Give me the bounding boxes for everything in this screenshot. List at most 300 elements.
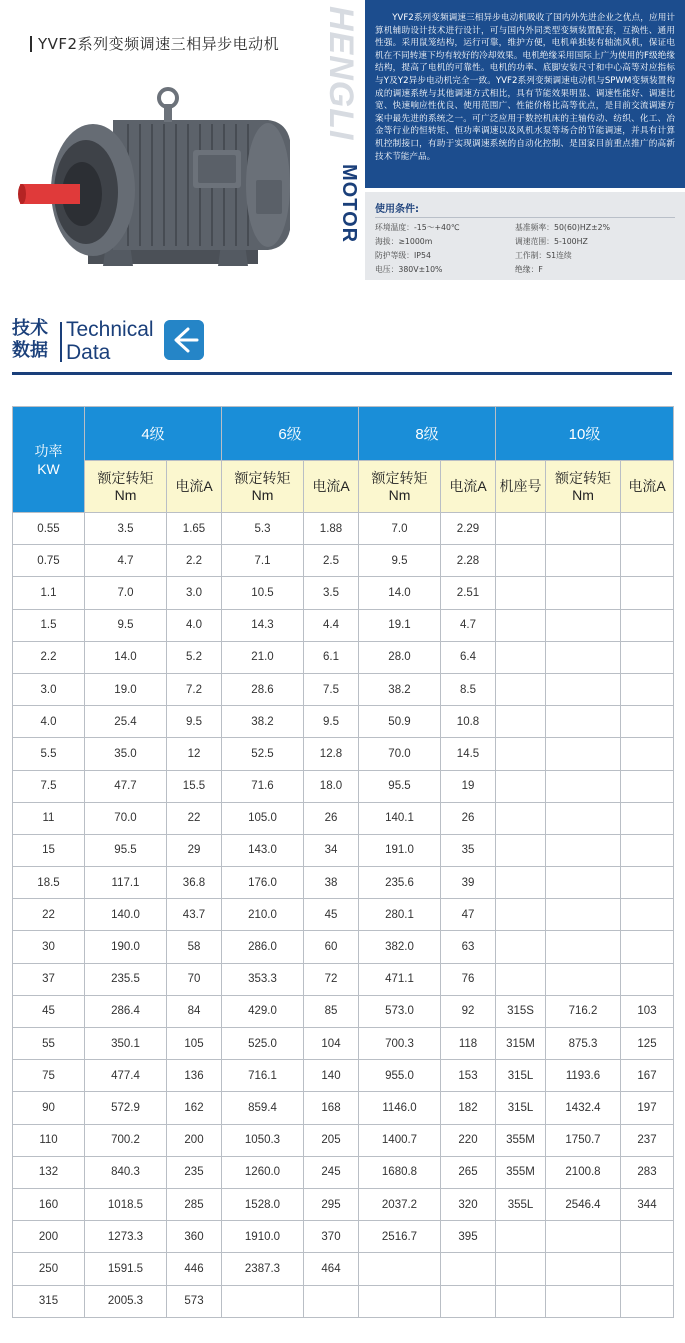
- table-cell: 10.8: [441, 706, 496, 738]
- table-cell: 10.5: [222, 577, 304, 609]
- table-cell: 191.0: [359, 834, 441, 866]
- table-row: [13, 802, 674, 834]
- tech-heading-en-line2: Data: [66, 341, 111, 364]
- table-cell: 355M: [496, 1124, 546, 1156]
- group-header-8: 8级: [359, 407, 496, 461]
- power-cell: 0.75: [13, 545, 85, 577]
- conditions-divider: [375, 217, 675, 218]
- technical-data-heading: [12, 316, 672, 376]
- table-cell: [546, 738, 621, 770]
- tech-heading-zh-line2: 数据: [12, 340, 48, 361]
- motor-image: [18, 80, 308, 280]
- table-cell: 14.3: [222, 609, 304, 641]
- table-cell: 280.1: [359, 899, 441, 931]
- table-cell: 7.2: [167, 673, 222, 705]
- table-cell: [546, 1285, 621, 1317]
- tech-heading-underline: [12, 372, 672, 375]
- table-cell: 140: [304, 1060, 359, 1092]
- table-cell: [546, 545, 621, 577]
- table-cell: 429.0: [222, 995, 304, 1027]
- table-cell: 7.1: [222, 545, 304, 577]
- table-cell: 1910.0: [222, 1221, 304, 1253]
- power-cell: 2.2: [13, 641, 85, 673]
- table-cell: [496, 867, 546, 899]
- table-row: [13, 867, 674, 899]
- table-cell: 12: [167, 738, 222, 770]
- table-cell: 700.3: [359, 1028, 441, 1060]
- table-cell: 50.9: [359, 706, 441, 738]
- power-cell: 90: [13, 1092, 85, 1124]
- table-cell: 9.5: [85, 609, 167, 641]
- table-cell: [496, 1253, 546, 1285]
- table-cell: [546, 802, 621, 834]
- table-cell: [496, 706, 546, 738]
- conditions-panel: [365, 192, 685, 280]
- table-cell: [621, 899, 674, 931]
- table-row: [13, 1092, 674, 1124]
- table-cell: 471.1: [359, 963, 441, 995]
- table-cell: 176.0: [222, 867, 304, 899]
- table-cell: 153: [441, 1060, 496, 1092]
- table-cell: 6.4: [441, 641, 496, 673]
- table-cell: 8.5: [441, 673, 496, 705]
- table-cell: 47.7: [85, 770, 167, 802]
- brand-motor: MOTOR: [338, 164, 360, 244]
- table-cell: [496, 1221, 546, 1253]
- table-cell: 197: [621, 1092, 674, 1124]
- table-row: [13, 545, 674, 577]
- power-cell: 5.5: [13, 738, 85, 770]
- table-cell: 477.4: [85, 1060, 167, 1092]
- table-cell: 2516.7: [359, 1221, 441, 1253]
- table-cell: 19.0: [85, 673, 167, 705]
- power-cell: 15: [13, 834, 85, 866]
- table-cell: 95.5: [85, 834, 167, 866]
- table-cell: 162: [167, 1092, 222, 1124]
- table-row: [13, 1221, 674, 1253]
- condition-item: 海拔：≥1000m: [375, 237, 433, 246]
- sub-header-torque: 额定转矩 Nm: [222, 461, 304, 513]
- table-cell: [621, 641, 674, 673]
- table-cell: 168: [304, 1092, 359, 1124]
- table-cell: 35: [441, 834, 496, 866]
- table-cell: 382.0: [359, 931, 441, 963]
- sub-header-torque: 额定转矩 Nm: [359, 461, 441, 513]
- table-cell: [621, 545, 674, 577]
- table-cell: [222, 1285, 304, 1317]
- table-cell: 12.8: [304, 738, 359, 770]
- table-cell: 350.1: [85, 1028, 167, 1060]
- table-cell: 2005.3: [85, 1285, 167, 1317]
- table-row: [13, 931, 674, 963]
- conditions-list: [375, 222, 675, 275]
- table-cell: [546, 609, 621, 641]
- table-cell: [621, 1253, 674, 1285]
- table-cell: 2100.8: [546, 1156, 621, 1188]
- table-cell: 143.0: [222, 834, 304, 866]
- table-cell: [546, 1221, 621, 1253]
- table-cell: [621, 963, 674, 995]
- table-cell: [496, 802, 546, 834]
- table-cell: 446: [167, 1253, 222, 1285]
- table-cell: [441, 1253, 496, 1285]
- table-row: [13, 1253, 674, 1285]
- table-cell: 2037.2: [359, 1188, 441, 1220]
- table-cell: [546, 673, 621, 705]
- table-row: [13, 1060, 674, 1092]
- table-cell: 315L: [496, 1060, 546, 1092]
- table-cell: [546, 931, 621, 963]
- table-cell: 2546.4: [546, 1188, 621, 1220]
- table-cell: [621, 867, 674, 899]
- table-cell: 3.5: [304, 577, 359, 609]
- table-cell: 36.8: [167, 867, 222, 899]
- group-header-4: 4级: [85, 407, 222, 461]
- table-cell: 320: [441, 1188, 496, 1220]
- table-row: [13, 706, 674, 738]
- table-cell: 18.0: [304, 770, 359, 802]
- table-row: [13, 1285, 674, 1317]
- table-cell: [546, 963, 621, 995]
- table-cell: 353.3: [222, 963, 304, 995]
- table-row: [13, 738, 674, 770]
- condition-item: 电压：380V±10%: [375, 265, 443, 274]
- table-cell: 104: [304, 1028, 359, 1060]
- table-cell: 210.0: [222, 899, 304, 931]
- table-cell: 525.0: [222, 1028, 304, 1060]
- table-cell: 3.5: [85, 513, 167, 545]
- table-cell: 464: [304, 1253, 359, 1285]
- table-cell: 71.6: [222, 770, 304, 802]
- table-cell: [546, 577, 621, 609]
- table-cell: [496, 899, 546, 931]
- table-cell: 355M: [496, 1156, 546, 1188]
- condition-item: 绝缘：F: [515, 265, 543, 274]
- table-cell: 21.0: [222, 641, 304, 673]
- power-cell: 110: [13, 1124, 85, 1156]
- table-cell: [496, 577, 546, 609]
- table-cell: 1260.0: [222, 1156, 304, 1188]
- sub-header-torque: 额定转矩 Nm: [85, 461, 167, 513]
- power-cell: 18.5: [13, 867, 85, 899]
- table-cell: 103: [621, 995, 674, 1027]
- table-cell: 859.4: [222, 1092, 304, 1124]
- table-cell: 1273.3: [85, 1221, 167, 1253]
- table-cell: 47: [441, 899, 496, 931]
- table-cell: 39: [441, 867, 496, 899]
- sub-header-current: 电流A: [621, 461, 674, 513]
- condition-item: 工作制：S1连续: [515, 251, 572, 260]
- table-cell: 370: [304, 1221, 359, 1253]
- table-cell: [496, 545, 546, 577]
- table-cell: 63: [441, 931, 496, 963]
- power-cell: 37: [13, 963, 85, 995]
- table-cell: 190.0: [85, 931, 167, 963]
- table-cell: 286.0: [222, 931, 304, 963]
- table-cell: 85: [304, 995, 359, 1027]
- table-cell: 2.51: [441, 577, 496, 609]
- table-cell: 7.0: [359, 513, 441, 545]
- table-cell: 573: [167, 1285, 222, 1317]
- technical-data-table: [12, 406, 674, 1318]
- table-cell: [546, 513, 621, 545]
- table-cell: 117.1: [85, 867, 167, 899]
- table-cell: 1018.5: [85, 1188, 167, 1220]
- table-cell: 265: [441, 1156, 496, 1188]
- table-cell: 7.5: [304, 673, 359, 705]
- table-cell: [496, 770, 546, 802]
- power-header-label: 功率 KW: [34, 442, 63, 477]
- product-title: YVF2系列变频调速三相异步电动机: [30, 36, 279, 52]
- table-row: [13, 673, 674, 705]
- table-cell: 344: [621, 1188, 674, 1220]
- power-cell: 7.5: [13, 770, 85, 802]
- table-row: [13, 770, 674, 802]
- table-cell: [621, 1285, 674, 1317]
- arrow-left-icon: [164, 320, 204, 360]
- table-cell: 2.29: [441, 513, 496, 545]
- table-cell: [621, 706, 674, 738]
- table-cell: 283: [621, 1156, 674, 1188]
- sub-header-current: 电流A: [167, 461, 222, 513]
- table-cell: 4.4: [304, 609, 359, 641]
- power-cell: 11: [13, 802, 85, 834]
- table-cell: [496, 609, 546, 641]
- tech-heading-zh-line1: 技术: [12, 318, 48, 339]
- table-cell: [546, 1253, 621, 1285]
- table-cell: [621, 770, 674, 802]
- table-cell: 1750.7: [546, 1124, 621, 1156]
- sub-header-frame: 机座号: [496, 461, 546, 513]
- table-cell: 220: [441, 1124, 496, 1156]
- table-cell: [621, 609, 674, 641]
- table-cell: 52.5: [222, 738, 304, 770]
- table-cell: 315S: [496, 995, 546, 1027]
- table-cell: 38: [304, 867, 359, 899]
- table-cell: 14.5: [441, 738, 496, 770]
- sub-header-current: 电流A: [441, 461, 496, 513]
- table-cell: 1432.4: [546, 1092, 621, 1124]
- table-cell: 237: [621, 1124, 674, 1156]
- table-cell: [546, 641, 621, 673]
- power-cell: 250: [13, 1253, 85, 1285]
- table-cell: 4.0: [167, 609, 222, 641]
- power-cell: 3.0: [13, 673, 85, 705]
- table-row: [13, 1028, 674, 1060]
- table-row: [13, 513, 674, 545]
- table-cell: 182: [441, 1092, 496, 1124]
- tech-heading-en: [66, 318, 154, 364]
- table-row: [13, 641, 674, 673]
- table-cell: 1591.5: [85, 1253, 167, 1285]
- tech-heading-separator: [60, 322, 62, 362]
- table-cell: [546, 867, 621, 899]
- table-cell: 28.6: [222, 673, 304, 705]
- table-cell: 700.2: [85, 1124, 167, 1156]
- table-cell: 235.6: [359, 867, 441, 899]
- table-cell: [496, 1285, 546, 1317]
- table-cell: 15.5: [167, 770, 222, 802]
- table-row: [13, 963, 674, 995]
- table-cell: 60: [304, 931, 359, 963]
- table-cell: [359, 1285, 441, 1317]
- table-cell: 43.7: [167, 899, 222, 931]
- table-cell: 1400.7: [359, 1124, 441, 1156]
- table-cell: [546, 770, 621, 802]
- table-cell: [546, 706, 621, 738]
- table-cell: 45: [304, 899, 359, 931]
- table-cell: [496, 738, 546, 770]
- power-cell: 22: [13, 899, 85, 931]
- table-cell: 92: [441, 995, 496, 1027]
- table-cell: 360: [167, 1221, 222, 1253]
- table-cell: 2.5: [304, 545, 359, 577]
- table-cell: 7.0: [85, 577, 167, 609]
- table-row: [13, 609, 674, 641]
- table-cell: 3.0: [167, 577, 222, 609]
- table-cell: 105: [167, 1028, 222, 1060]
- table-cell: 26: [304, 802, 359, 834]
- table-cell: 25.4: [85, 706, 167, 738]
- table-cell: 140.0: [85, 899, 167, 931]
- table-row: [13, 1188, 674, 1220]
- table-cell: 5.3: [222, 513, 304, 545]
- table-cell: [496, 963, 546, 995]
- table-cell: 9.5: [304, 706, 359, 738]
- table-cell: 285: [167, 1188, 222, 1220]
- table-cell: 1.88: [304, 513, 359, 545]
- table-cell: 38.2: [222, 706, 304, 738]
- table-cell: [621, 673, 674, 705]
- table-group-header: [13, 407, 674, 461]
- table-row: [13, 834, 674, 866]
- table-cell: 118: [441, 1028, 496, 1060]
- power-cell: 75: [13, 1060, 85, 1092]
- power-cell: 200: [13, 1221, 85, 1253]
- table-cell: 70.0: [85, 802, 167, 834]
- table-cell: 355L: [496, 1188, 546, 1220]
- table-cell: 572.9: [85, 1092, 167, 1124]
- power-cell: 45: [13, 995, 85, 1027]
- table-cell: 72: [304, 963, 359, 995]
- table-cell: 1050.3: [222, 1124, 304, 1156]
- sub-header-current: 电流A: [304, 461, 359, 513]
- sub-header-torque: 额定转矩 Nm: [546, 461, 621, 513]
- group-header-10: 10级: [496, 407, 674, 461]
- table-cell: 573.0: [359, 995, 441, 1027]
- table-cell: 19.1: [359, 609, 441, 641]
- table-cell: 14.0: [359, 577, 441, 609]
- table-cell: [546, 899, 621, 931]
- table-cell: [621, 834, 674, 866]
- table-cell: 2387.3: [222, 1253, 304, 1285]
- power-cell: 315: [13, 1285, 85, 1317]
- table-cell: 875.3: [546, 1028, 621, 1060]
- power-cell: 30: [13, 931, 85, 963]
- table-cell: 70: [167, 963, 222, 995]
- table-cell: 4.7: [85, 545, 167, 577]
- table-cell: 84: [167, 995, 222, 1027]
- table-cell: 9.5: [359, 545, 441, 577]
- table-cell: 1.65: [167, 513, 222, 545]
- table-cell: 167: [621, 1060, 674, 1092]
- power-header: [13, 407, 85, 513]
- condition-item: 基准频率：50(60)HZ±2%: [515, 223, 611, 232]
- power-cell: 132: [13, 1156, 85, 1188]
- table-cell: 14.0: [85, 641, 167, 673]
- table-cell: [304, 1285, 359, 1317]
- table-cell: 35.0: [85, 738, 167, 770]
- table-cell: 26: [441, 802, 496, 834]
- table-row: [13, 995, 674, 1027]
- table-cell: [621, 738, 674, 770]
- table-cell: 1146.0: [359, 1092, 441, 1124]
- table-cell: 38.2: [359, 673, 441, 705]
- table-cell: 105.0: [222, 802, 304, 834]
- table-cell: [621, 513, 674, 545]
- table-cell: 125: [621, 1028, 674, 1060]
- table-cell: 286.4: [85, 995, 167, 1027]
- table-row: [13, 577, 674, 609]
- brand-vertical-text: [322, 6, 362, 246]
- table-cell: 4.7: [441, 609, 496, 641]
- power-cell: 55: [13, 1028, 85, 1060]
- table-cell: 6.1: [304, 641, 359, 673]
- table-cell: 29: [167, 834, 222, 866]
- product-section: [0, 0, 685, 290]
- table-cell: [441, 1285, 496, 1317]
- table-cell: 70.0: [359, 738, 441, 770]
- table-cell: 22: [167, 802, 222, 834]
- table-cell: 1528.0: [222, 1188, 304, 1220]
- condition-item: 环境温度：-15～+40℃: [375, 223, 460, 232]
- table-cell: 28.0: [359, 641, 441, 673]
- table-cell: 76: [441, 963, 496, 995]
- tech-heading-zh: [12, 318, 58, 362]
- group-header-6: 6级: [222, 407, 359, 461]
- table-cell: 200: [167, 1124, 222, 1156]
- table-row: [13, 1124, 674, 1156]
- table-cell: [496, 834, 546, 866]
- table-row: [13, 1156, 674, 1188]
- table-cell: 395: [441, 1221, 496, 1253]
- table-cell: [546, 834, 621, 866]
- conditions-title: 使用条件:: [375, 204, 419, 215]
- table-cell: 205: [304, 1124, 359, 1156]
- table-cell: 5.2: [167, 641, 222, 673]
- table-cell: 58: [167, 931, 222, 963]
- power-cell: 1.5: [13, 609, 85, 641]
- power-cell: 0.55: [13, 513, 85, 545]
- power-cell: 160: [13, 1188, 85, 1220]
- table-cell: 136: [167, 1060, 222, 1092]
- table-body: [13, 513, 674, 1318]
- table-cell: 295: [304, 1188, 359, 1220]
- condition-item: 防护等级：IP54: [375, 251, 431, 260]
- table-cell: [496, 931, 546, 963]
- table-cell: [621, 1221, 674, 1253]
- table-cell: 9.5: [167, 706, 222, 738]
- power-cell: 4.0: [13, 706, 85, 738]
- table-cell: [621, 577, 674, 609]
- condition-item: 调速范围：5-100HZ: [515, 237, 588, 246]
- power-cell: 1.1: [13, 577, 85, 609]
- brand-hengli: HENGLI: [322, 6, 360, 141]
- table-sub-header: [13, 461, 674, 513]
- table-cell: [496, 513, 546, 545]
- table-cell: 140.1: [359, 802, 441, 834]
- table-cell: [621, 802, 674, 834]
